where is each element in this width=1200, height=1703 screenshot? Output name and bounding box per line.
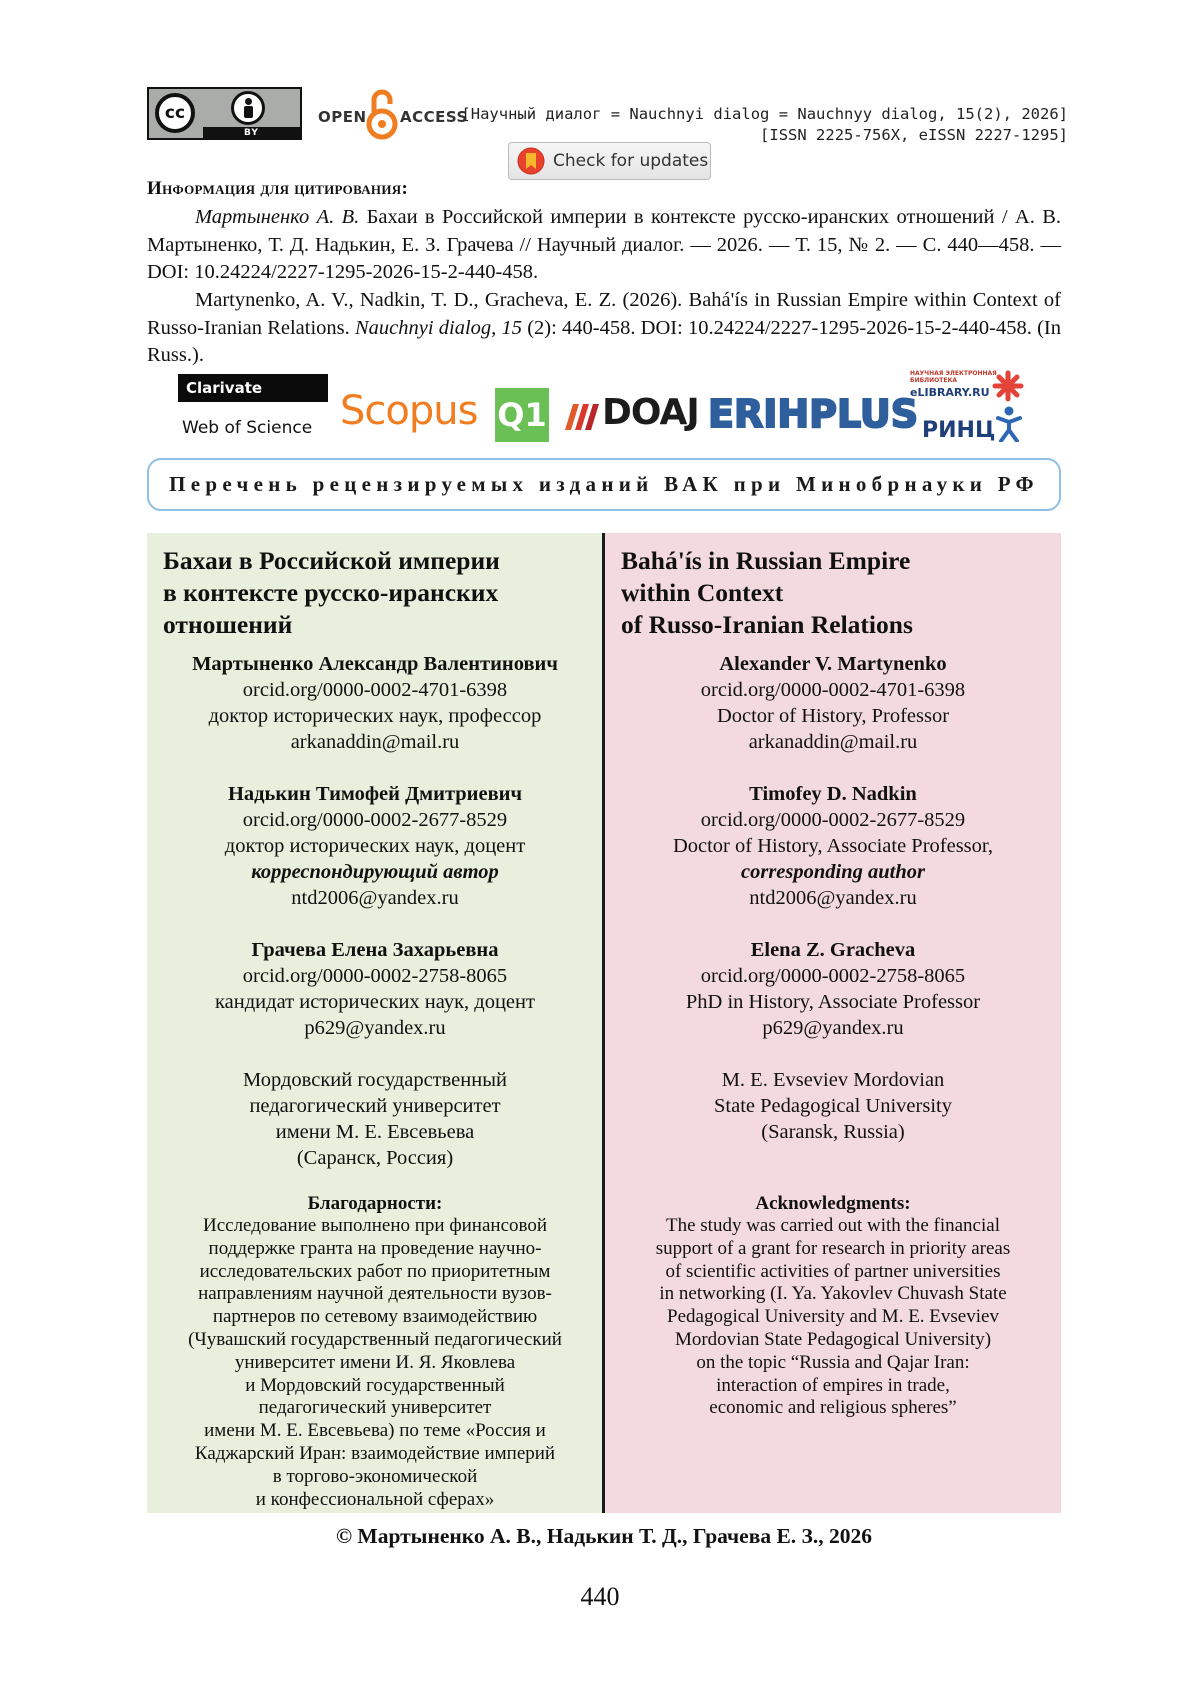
- indexing-logos: [170, 370, 1040, 450]
- author-block: [621, 937, 1045, 1041]
- author-degree: Doctor of History, Associate Professor,: [672, 835, 994, 857]
- copyright-line: © Мартыненко А. В., Надькин Т. Д., Грачева Е. З., 2026: [335, 1524, 873, 1548]
- rinc-person-icon: [996, 406, 1022, 442]
- crossmark-icon: [517, 147, 545, 175]
- erihplus-label: ERIHPLUS: [708, 392, 919, 436]
- author-email[interactable]: p629@yandex.ru: [762, 1017, 904, 1039]
- author-role: corresponding author: [741, 861, 925, 883]
- author-name: Надькин Тимофей Дмитриевич: [227, 783, 523, 805]
- citation-en-journal: Nauchnyi dialog, 15: [354, 316, 522, 339]
- q1-badge: Q1: [495, 388, 549, 442]
- author-orcid[interactable]: orcid.org/0000-0002-4701-6398: [242, 679, 508, 701]
- scopus-logo[interactable]: Scopus: [340, 388, 478, 434]
- author-degree: Doctor of History, Professor: [716, 705, 950, 727]
- author-block: [163, 781, 587, 911]
- citation-ru-text: Бахаи в Российской империи в контексте русско-иранских отношений / А. В. Мартыненко, Т. Д. Надькин, Е. З. Грачева // Научный диалог. — 2026. — Т. 15, № 2. — С. 440—458. — DOI: 10.24224/2227-1295-2026-15-2-440-458.: [147, 206, 1062, 283]
- acknowledgments-text-ru: Исследование выполнено при финансовой поддержке гранта на проведение научно- исследовательских работ по приоритетным направлениям научной деятельности вузов- партнеров по сетевому взаимодействию (Чувашский государственный педагогический университет имени И. Я. Яковлева и Мордовский государственный педагогический университет имени М. Е. Евсевьева) по теме «Россия и Каджарский Иран: взаимодействие империй в торгово-экономической и конфессиональной сферах»: [188, 1215, 562, 1510]
- author-name: Elena Z. Gracheva: [750, 939, 916, 961]
- author-name: Грачева Елена Захарьевна: [251, 939, 499, 961]
- author-degree: доктор исторических наук, доцент: [224, 835, 526, 857]
- russian-column: [147, 533, 603, 1513]
- doaj-icon: [563, 400, 601, 432]
- author-email[interactable]: arkanaddin@mail.ru: [290, 731, 460, 753]
- author-email[interactable]: ntd2006@yandex.ru: [291, 887, 459, 909]
- citation-ru-authors: Мартыненко А. В.: [195, 206, 360, 228]
- journal-reference: [461, 104, 1068, 146]
- citation-en-rest: (2): 440-458. DOI: 10.24224/2227-1295-2026-15-2-440-458. (In Russ.).: [147, 316, 1061, 366]
- author-block: [163, 651, 587, 755]
- cc-icon: cc: [155, 93, 195, 133]
- affiliation-en: M. E. Evseviev Mordovian State Pedagogical University (Saransk, Russia): [714, 1069, 952, 1143]
- open-access-open-text: OPEN: [318, 108, 367, 126]
- journal-reference-line-2: [ISSN 2225-756X, eISSN 2227-1295]: [760, 126, 1068, 144]
- article-title-ru: Бахаи в Российской империи в контексте русско-иранских отношений: [163, 546, 500, 639]
- rinc-logo[interactable]: РИНЦ: [922, 418, 996, 443]
- author-email[interactable]: arkanaddin@mail.ru: [748, 731, 918, 753]
- acknowledgments-text-en: The study was carried out with the financial support of a grant for research in priority areas of scientific activities of partner universities in networking (I. Ya. Yakovlev Chuvash State Pedagogical University and M. E. Evseviev Mordovian State Pedagogical University) on the topic “Russia and Qajar Iran: interaction of empires in trade, economic and religious spheres”: [655, 1215, 1011, 1419]
- english-column: [605, 533, 1061, 1513]
- vak-list-banner: Перечень рецензируемых изданий ВАК при Минобрнауки РФ: [147, 458, 1061, 511]
- author-degree: PhD in History, Associate Professor: [685, 991, 981, 1013]
- doaj-logo[interactable]: DOAJ: [602, 392, 699, 433]
- author-orcid[interactable]: orcid.org/0000-0002-2758-8065: [242, 965, 508, 987]
- page-number: 440: [580, 1582, 620, 1611]
- citation-en-text: Martynenko, A. V., Nadkin, T. D., Gracheva, E. Z. (2026). Bahá'ís in Russian Empire within Context of Russo-Iranian Relations.: [147, 289, 1061, 339]
- journal-reference-line-1: [Научный диалог = Nauchnyi dialog = Nauchnyy dialog, 15(2), 2026]: [461, 105, 1068, 123]
- author-name: Timofey D. Nadkin: [749, 783, 917, 805]
- author-block: [621, 651, 1045, 755]
- elibrary-logo[interactable]: eLIBRARY.RU: [910, 386, 990, 399]
- citation-heading: Информация для цитирования:: [147, 178, 409, 199]
- acknowledgments-heading-en: Acknowledgments:: [755, 1193, 911, 1214]
- elibrary-star-icon: [992, 370, 1024, 402]
- check-for-updates-label: Check for updates: [553, 151, 709, 171]
- author-orcid[interactable]: orcid.org/0000-0002-2677-8529: [700, 809, 966, 831]
- citation-english: [147, 287, 1061, 370]
- by-label: BY: [203, 127, 300, 139]
- acknowledgments-heading-ru: Благодарности:: [307, 1193, 443, 1214]
- author-block: [163, 937, 587, 1041]
- clarivate-label: Clarivate: [186, 379, 263, 397]
- elibrary-caption: НАУЧНАЯ ЭЛЕКТРОННАЯ БИБЛИОТЕКА: [910, 370, 997, 384]
- author-orcid[interactable]: orcid.org/0000-0002-2758-8065: [700, 965, 966, 987]
- author-block: [621, 781, 1045, 911]
- clarivate-logo[interactable]: [178, 374, 328, 402]
- cc-by-license-badge[interactable]: [147, 87, 302, 140]
- author-email[interactable]: p629@yandex.ru: [304, 1017, 446, 1039]
- web-of-science-logo[interactable]: Web of Science: [182, 418, 313, 438]
- author-email[interactable]: ntd2006@yandex.ru: [749, 887, 917, 909]
- author-role: корреспондирующий автор: [251, 861, 499, 883]
- author-orcid[interactable]: orcid.org/0000-0002-4701-6398: [700, 679, 966, 701]
- citation-russian: [147, 204, 1061, 287]
- author-orcid[interactable]: orcid.org/0000-0002-2677-8529: [242, 809, 508, 831]
- open-access-access-text: ACCESS: [400, 108, 468, 126]
- open-lock-icon: [365, 88, 399, 140]
- article-title-en: Bahá'ís in Russian Empire within Context of Russo-Iranian Relations: [621, 546, 913, 639]
- attribution-person-icon: [231, 91, 265, 125]
- author-degree: кандидат исторических наук, доцент: [215, 991, 535, 1013]
- affiliation-ru: Мордовский государственный педагогический университет имени М. Е. Евсевьева (Саранск, Россия): [243, 1069, 507, 1169]
- author-degree: доктор исторических наук, профессор: [208, 705, 542, 727]
- erihplus-logo[interactable]: [708, 392, 918, 436]
- author-name: Мартыненко Александр Валентинович: [192, 653, 558, 675]
- check-for-updates-button[interactable]: [508, 142, 711, 180]
- author-name: Alexander V. Martynenko: [719, 653, 947, 675]
- open-access-logo: [318, 84, 468, 144]
